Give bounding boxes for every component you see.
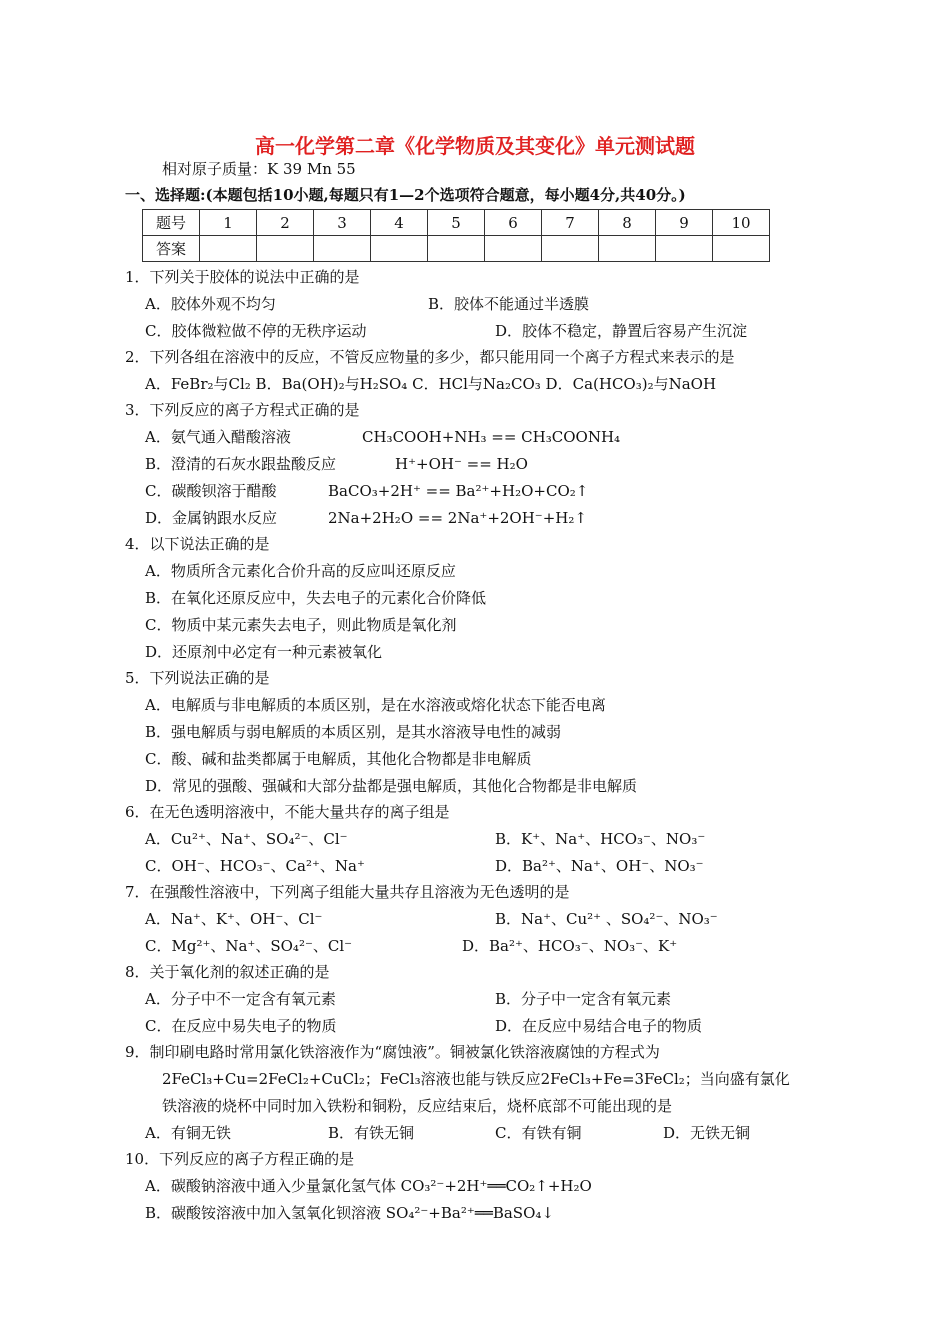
table-cell: 1 — [200, 210, 257, 236]
option: A．有铜无铁 — [145, 1124, 231, 1142]
option: A．FeBr₂与Cl₂ B．Ba(OH)₂与H₂SO₄ C．HCl与Na₂CO₃ D．Ca(HCO₃)₂与NaOH — [145, 375, 717, 393]
table-cell: 4 — [371, 210, 428, 236]
answer-cell[interactable] — [200, 236, 257, 262]
question-stem: 9．制印刷电路时常用氯化铁溶液作为“腐蚀液”。铜被氯化铁溶液腐蚀的方程式为 — [125, 1043, 660, 1061]
question-stem: 6．在无色透明溶液中，不能大量共存的离子组是 — [125, 803, 450, 821]
option: B．胶体不能通过半透膜 — [428, 295, 590, 313]
answer-cell[interactable] — [485, 236, 542, 262]
answer-cell[interactable] — [599, 236, 656, 262]
option: B．在氧化还原反应中，失去电子的元素化合价降低 — [145, 589, 487, 607]
option: D．金属钠跟水反应 — [145, 509, 278, 527]
answer-table — [142, 209, 770, 262]
option: D．还原剂中必定有一种元素被氧化 — [145, 643, 383, 661]
option: A．碳酸钠溶液中通入少量氯化氢气体 CO₃²⁻+2H⁺══CO₂↑+H₂O — [145, 1177, 592, 1195]
question-text: 铁溶液的烧杯中同时加入铁粉和铜粉，反应结束后，烧杯底部不可能出现的是 — [162, 1097, 673, 1115]
option: A．Na⁺、K⁺、OH⁻、Cl⁻ — [145, 910, 323, 928]
page-title: 高一化学第二章《化学物质及其变化》单元测试题 — [255, 134, 695, 158]
table-cell: 3 — [314, 210, 371, 236]
option: D．在反应中易结合电子的物质 — [495, 1017, 703, 1035]
option: D．常见的强酸、强碱和大部分盐都是强电解质，其他化合物都是非电解质 — [145, 777, 638, 795]
option: C．有铁有铜 — [495, 1124, 582, 1142]
table-cell: 2 — [257, 210, 314, 236]
option: C．碳酸钡溶于醋酸 — [145, 482, 277, 500]
atomic-mass-note: 相对原子质量：K 39 Mn 55 — [162, 160, 356, 178]
section-heading: 一、选择题:(本题包括10小题,每题只有1—2个选项符合题意，每小题4分,共40分。) — [125, 186, 686, 204]
answer-cell[interactable] — [428, 236, 485, 262]
table-cell: 6 — [485, 210, 542, 236]
question-stem: 2．下列各组在溶液中的反应，不管反应物量的多少，都只能用同一个离子方程式来表示的是 — [125, 348, 735, 366]
table-cell: 10 — [713, 210, 770, 236]
table-row — [143, 236, 770, 262]
option: D．Ba²⁺、HCO₃⁻、NO₃⁻、K⁺ — [462, 937, 678, 955]
equation: H⁺+OH⁻ == H₂O — [395, 455, 528, 473]
equation: 2Na+2H₂O == 2Na⁺+2OH⁻+H₂↑ — [328, 509, 587, 527]
question-stem: 7．在强酸性溶液中，下列离子组能大量共存且溶液为无色透明的是 — [125, 883, 570, 901]
option: B．K⁺、Na⁺、HCO₃⁻、NO₃⁻ — [495, 830, 706, 848]
table-cell: 8 — [599, 210, 656, 236]
table-header: 答案 — [143, 236, 200, 262]
option: C．胶体微粒做不停的无秩序运动 — [145, 322, 367, 340]
answer-cell[interactable] — [257, 236, 314, 262]
option: D．无铁无铜 — [663, 1124, 751, 1142]
option: C．Mg²⁺、Na⁺、SO₄²⁻、Cl⁻ — [145, 937, 353, 955]
option: B．碳酸铵溶液中加入氢氧化钡溶液 SO₄²⁻+Ba²⁺══BaSO₄↓ — [145, 1204, 554, 1222]
option: A．物质所含元素化合价升高的反应叫还原反应 — [145, 562, 456, 580]
answer-cell[interactable] — [713, 236, 770, 262]
option: B．澄清的石灰水跟盐酸反应 — [145, 455, 337, 473]
answer-cell[interactable] — [656, 236, 713, 262]
option: B．Na⁺、Cu²⁺ 、SO₄²⁻、NO₃⁻ — [495, 910, 718, 928]
option: A．氨气通入醋酸溶液 — [145, 428, 291, 446]
answer-cell[interactable] — [371, 236, 428, 262]
option: A．胶体外观不均匀 — [145, 295, 276, 313]
table-row — [143, 210, 770, 236]
option: D．胶体不稳定，静置后容易产生沉淀 — [495, 322, 748, 340]
question-stem: 1．下列关于胶体的说法中正确的是 — [125, 268, 360, 286]
option: C．OH⁻、HCO₃⁻、Ca²⁺、Na⁺ — [145, 857, 365, 875]
table-header: 题号 — [143, 210, 200, 236]
question-text: 2FeCl₃+Cu=2FeCl₂+CuCl₂；FeCl₃溶液也能与铁反应2FeCl₃+Fe=3FeCl₂；当向盛有氯化 — [162, 1070, 790, 1088]
option: A．分子中不一定含有氧元素 — [145, 990, 336, 1008]
table-cell: 5 — [428, 210, 485, 236]
equation: CH₃COOH+NH₃ == CH₃COONH₄ — [362, 428, 621, 446]
option: C．在反应中易失电子的物质 — [145, 1017, 337, 1035]
option: B．有铁无铜 — [328, 1124, 415, 1142]
question-stem: 4．以下说法正确的是 — [125, 535, 270, 553]
question-stem: 8．关于氧化剂的叙述正确的是 — [125, 963, 330, 981]
option: A．电解质与非电解质的本质区别，是在水溶液或熔化状态下能否电离 — [145, 696, 606, 714]
question-stem: 5．下列说法正确的是 — [125, 669, 270, 687]
table-cell: 9 — [656, 210, 713, 236]
answer-cell[interactable] — [542, 236, 599, 262]
option: C．酸、碱和盐类都属于电解质，其他化合物都是非电解质 — [145, 750, 532, 768]
answer-cell[interactable] — [314, 236, 371, 262]
equation: BaCO₃+2H⁺ == Ba²⁺+H₂O+CO₂↑ — [328, 482, 589, 500]
table-cell: 7 — [542, 210, 599, 236]
question-stem: 10．下列反应的离子方程正确的是 — [125, 1150, 355, 1168]
option: B．分子中一定含有氧元素 — [495, 990, 672, 1008]
option: A．Cu²⁺、Na⁺、SO₄²⁻、Cl⁻ — [145, 830, 348, 848]
option: D．Ba²⁺、Na⁺、OH⁻、NO₃⁻ — [495, 857, 704, 875]
option: C．物质中某元素失去电子，则此物质是氧化剂 — [145, 616, 457, 634]
option: B．强电解质与弱电解质的本质区别，是其水溶液导电性的减弱 — [145, 723, 562, 741]
question-stem: 3．下列反应的离子方程式正确的是 — [125, 401, 360, 419]
